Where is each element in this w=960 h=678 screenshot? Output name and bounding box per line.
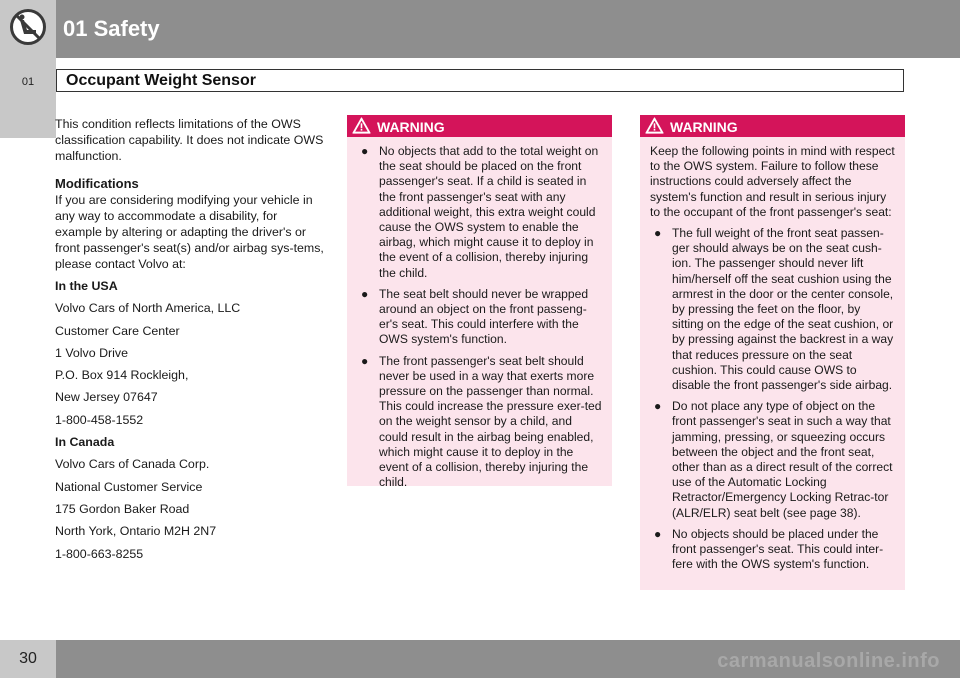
canada-address-line: North York, Ontario M2H 2N7 [55,524,217,539]
warning-header [347,115,612,137]
usa-address-line: 1 Volvo Drive [55,345,129,360]
warning-title: WARNING [670,119,738,135]
canada-phone: 1-800-663-8255 [55,546,144,561]
left-column [55,116,325,568]
warning-title: WARNING [377,119,445,135]
warning-item-text: The front passenger's seat belt should never be used in a way that exerts more pressure on the passenger than normal. This could increase the pressure exer-ted on the weight sensor by a child, and could result in the airbag being enabled, which might cause it to deploy in the event of a collision, thereby injuring the child. [379,353,602,490]
section-header [56,69,904,92]
chapter-tab-label: 01 [21,76,35,88]
chapter-title: 01 Safety [63,16,160,41]
section-title: Occupant Weight Sensor [66,72,256,89]
watermark: carmanualsonline.info [717,650,940,672]
page-footer [0,640,960,678]
canada-address-line: 175 Gordon Baker Road [55,501,190,516]
warning-item [650,527,895,573]
warning-item [650,399,895,521]
warning-item [357,144,602,281]
bullet-icon: ● [361,286,369,301]
chapter-header [0,0,960,58]
modifications-heading: Modifications [55,176,139,191]
bullet-icon: ● [654,226,662,241]
warning-header [640,115,905,137]
warning-item-text: No objects should be placed under the front passenger's seat. This could inter-fere with the OWS system's function. [672,526,884,572]
usa-heading: In the USA [55,279,118,293]
warning-triangle-icon [352,117,371,134]
modifications-paragraph: If you are considering modifying your vehicle in any way to accommodate a disability, for example by altering or adapting the driver's or front passenger's seat(s) and/or airbag sys-tems, please contact Volvo at: [55,193,324,271]
usa-address-line: Customer Care Center [55,323,180,338]
warning-body [640,137,905,586]
warning-box-1 [347,115,612,490]
warning-item-text: The seat belt should never be wrapped around an object on the front passeng-er's seat. This could interfere with the OWS system's function. [379,286,589,347]
bullet-icon: ● [654,526,662,541]
warning-item-text: The full weight of the front seat passen-ger should always be on the seat cush-ion. The passenger should never lift him/herself off the seat cushion using the armrest in the door or the center console, by pressing the feet on the floor, by sitting on the edge of the seat cushion, or by pressing against the backrest in a way that reduces pressure on the seat cushion. This could cause OWS to disable the front passenger's side airbag. [672,226,894,393]
usa-address-line: Volvo Cars of North America, LLC [55,301,241,316]
canada-heading: In Canada [55,435,115,450]
page-number: 30 [19,650,37,667]
warning-list [650,226,895,572]
canada-address-line: Volvo Cars of Canada Corp. [55,457,210,472]
usa-address-line: New Jersey 07647 [55,390,158,405]
intro-paragraph: This condition reflects limitations of the OWS classification capability. It does not indicate OWS malfunction. [55,117,324,163]
canada-address-line: National Customer Service [55,479,203,494]
no-child-seat-icon [9,8,47,46]
warning-list [357,144,602,490]
usa-phone: 1-800-458-1552 [55,412,144,427]
chapter-icon-box [0,0,56,58]
warning-item [357,287,602,348]
warning-item-text: No objects that add to the total weight on the seat should be placed on the front passenger's seat. If a child is seated in the front passenger's seat with any additional weight, this extra weight could cause the OWS system to enable the airbag, which might cause it to deploy in the event of a collision, thereby injuring the child. [379,144,599,280]
warning-item [650,226,895,393]
warning-item [357,354,602,491]
usa-address-line: P.O. Box 914 Rockleigh, [55,368,189,383]
warning-item-text: Do not place any type of object on the front passenger's seat in such a way that jamming, pressing, or squeezing occurs between the object and the front seat, other than as a direct result of the correct use of the Automatic Locking Retractor/Emergency Locking Retrac-tor (ALR/ELR) seat belt (see page 38). [672,399,893,520]
page-number-box [0,640,56,678]
bullet-icon: ● [361,144,369,158]
warning-box-2 [640,115,905,590]
bullet-icon: ● [361,353,369,368]
bullet-icon: ● [654,399,662,414]
chapter-side-tab [0,58,56,138]
warning-triangle-icon [645,117,664,134]
warning-body [347,137,612,504]
warning-intro: Keep the following points in mind with respect to the OWS system. Failure to follow these instructions could adversely affect the system's function and result in serious injury to the occupant of the front passenger's seat: [650,144,895,219]
